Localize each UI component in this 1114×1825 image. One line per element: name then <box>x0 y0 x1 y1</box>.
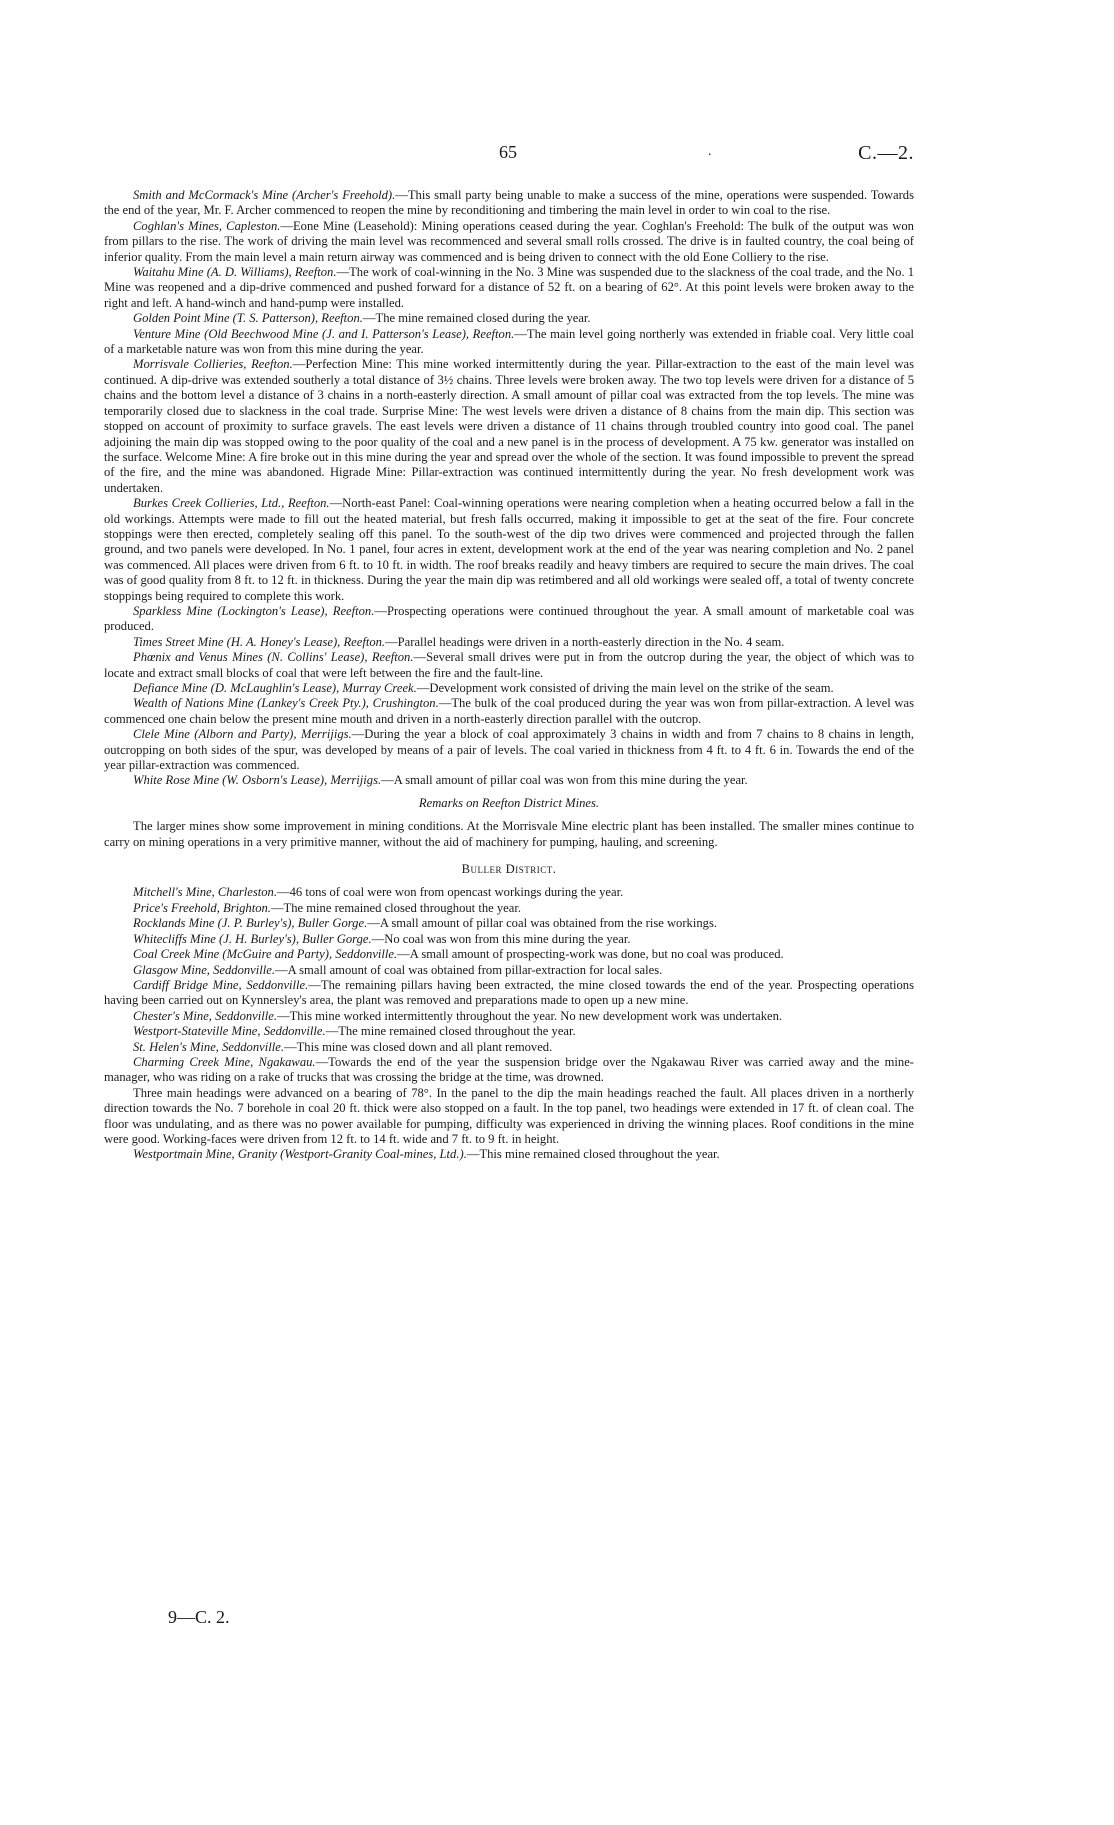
signature-mark: 9—C. 2. <box>168 1607 230 1627</box>
paragraph-text: —This mine remained closed throughout the year. <box>466 1147 720 1162</box>
remarks-paragraph: The larger mines show some improvement in mining conditions. At the Morrisvale Mine electric plant has been installed. The smaller mines continue to carry on mining operations in a very primitive manner, without the aid of machinery for pumping, hauling, and screening. <box>104 819 914 849</box>
paragraph-text: —Parallel headings were driven in a north-easterly direction in the No. 4 seam. <box>385 634 785 649</box>
paragraph <box>104 1024 914 1039</box>
paragraph-text: —The main level going northerly was extended in friable coal. Very little coal of a marketable nature was won from this mine during the year. <box>104 326 914 357</box>
paragraph <box>104 916 914 931</box>
paragraph <box>104 265 914 311</box>
paragraph-text: —The mine remained closed during the year. <box>362 311 591 326</box>
mine-name: Westport-Stateville Mine, Seddonville. <box>133 1024 326 1039</box>
buller-district-heading: Buller District. <box>461 862 557 877</box>
page-number: 65 <box>499 142 517 162</box>
paragraph <box>104 357 914 496</box>
mine-name: Smith and McCormack's Mine (Archer's Freehold). <box>133 188 396 202</box>
body-text <box>104 188 914 1163</box>
paragraph <box>104 650 914 681</box>
paragraph-text: —A small amount of pillar coal was won from this mine during the year. <box>381 773 748 788</box>
mine-name: Cardiff Bridge Mine, Seddonville. <box>133 977 309 992</box>
mine-name: Whitecliffs Mine (J. H. Burley's), Buller Gorge. <box>133 931 372 946</box>
mine-name: Mitchell's Mine, Charleston. <box>133 885 278 900</box>
mine-name: Morrisvale Collieries, Reefton. <box>133 357 293 372</box>
paragraph-text: —This small party being unable to make a success of the mine, operations were suspended. Towards the end of the year, Mr. F. Archer commenced to reopen the mine by reconditioning and timbering the main level in order to win coal to the rise. <box>104 188 914 218</box>
mine-name: Charming Creek Mine, Ngakawau. <box>133 1054 316 1069</box>
paragraph <box>104 1009 914 1024</box>
paragraph-text: —The mine remained closed throughout the year. <box>270 900 521 915</box>
paragraph-text: —Several small drives were put in from the outcrop during the year, the object of which was to locate and extract small blocks of coal that were left between the fire and the fault-line. <box>104 650 914 680</box>
paragraph <box>104 901 914 916</box>
paragraph-text: —The work of coal-winning in the No. 3 Mine was suspended due to the slackness of the coal trade, and the No. 1 Mine was reopened and a dip-drive commenced and pushed forward for a distance of 52 ft. on a bearing of 62°. At this point levels were broken away to the right and left. A hand-winch and hand-pump were installed. <box>104 265 914 310</box>
mine-name: Westportmain Mine, Granity (Westport-Granity Coal-mines, Ltd.). <box>133 1147 467 1162</box>
paragraph-text: Three main headings were advanced on a bearing of 78°. In the panel to the dip the main headings reached the fault. All places driven in a northerly direction towards the No. 7 borehole in coal 20 ft. thick were also stopped on a fault. In the top panel, two headings were extended in 17 ft. of clean coal. The floor was undulating, and as there was no power available for pumping, difficulty was experienced in driving the winning places. Roof conditions in the mine were good. Working-faces were driven from 12 ft. to 14 ft. wide and 7 ft. to 9 ft. in height. <box>104 1085 914 1146</box>
paragraph <box>104 188 914 219</box>
paragraph <box>104 932 914 947</box>
paragraph <box>104 963 914 978</box>
paragraph <box>104 773 914 788</box>
paragraph-text: —The mine remained closed throughout the year. <box>325 1024 576 1039</box>
mine-name: Coghlan's Mines, Capleston. <box>133 218 281 233</box>
paragraph-text: —A small amount of pillar coal was obtained from the rise workings. <box>367 916 717 931</box>
paragraph-text: —Prospecting operations were continued throughout the year. A small amount of marketable coal was produced. <box>104 603 914 634</box>
mine-name: Waitahu Mine (A. D. Williams), Reefton. <box>133 265 337 280</box>
remarks-heading: Remarks on Reefton District Mines. <box>418 795 600 810</box>
document-reference: C.—2. <box>858 142 914 164</box>
mine-name: Sparkless Mine (Lockington's Lease), Reefton. <box>133 603 375 618</box>
paragraph-text: —This mine worked intermittently throughout the year. No new development work was undertaken. <box>277 1008 783 1023</box>
mine-name: St. Helen's Mine, Seddonville. <box>133 1039 284 1054</box>
mine-name: Venture Mine (Old Beechwood Mine (J. and I. Patterson's Lease), Reefton. <box>133 326 515 341</box>
paragraph-text: —North-east Panel: Coal-winning operations were nearing completion when a heating occurred below a fall in the old workings. Attempts were made to fill out the heated material, but fresh falls occurred, making it impossible to get at the seat of the fire. Four concrete stoppings were then erected, completely sealing off this panel. To the south-west of the dip two drives were commenced and projected through the fallen ground, and two panels were developed. In No. 1 panel, four acres in extent, development work at the end of the year was nearing completion and No. 2 panel was commenced. All places were driven from 6 ft. to 10 ft. in width. The roof breaks readily and heavy timbers are required to secure the main drives. The coal was of good quality from 8 ft. to 12 ft. in thickness. During the year the main dip was retimbered and all old workings were sealed off, a total of twenty concrete stoppings being required to complete this work. <box>104 496 914 603</box>
paragraph <box>104 947 914 962</box>
paragraph <box>104 635 914 650</box>
page-header <box>104 142 914 162</box>
paragraph-text: —Development work consisted of driving the main level on the strike of the seam. <box>416 681 834 695</box>
paragraph <box>104 327 914 358</box>
mine-name: Price's Freehold, Brighton. <box>133 900 271 915</box>
paragraph <box>104 727 914 773</box>
paragraph-text: —The remaining pillars having been extracted, the mine closed towards the end of the year. Prospecting operations having been carried out on Kynnersley's area, the plant was removed and preparations made to open up a new mine. <box>104 977 914 1008</box>
paragraph <box>104 1147 914 1162</box>
mine-name: Defiance Mine (D. McLaughlin's Lease), Murray Creek. <box>133 681 417 695</box>
paragraph <box>104 696 914 727</box>
paragraph-text: —No coal was won from this mine during the year. <box>371 931 631 946</box>
mine-name: Chester's Mine, Seddonville. <box>133 1008 277 1023</box>
paragraph <box>104 496 914 604</box>
paragraph <box>104 219 914 265</box>
mine-name: Coal Creek Mine (McGuire and Party), Seddonville. <box>133 947 398 962</box>
paragraph <box>104 1055 914 1086</box>
paragraph-text: —This mine was closed down and all plant removed. <box>283 1039 553 1054</box>
mine-name: Rocklands Mine (J. P. Burley's), Buller Gorge. <box>133 916 368 931</box>
paragraph <box>104 681 914 696</box>
mine-name: Golden Point Mine (T. S. Patterson), Reefton. <box>133 311 363 326</box>
paragraph-text: —During the year a block of coal approximately 3 chains in width and from 7 chains to 8 chains in length, outcropping on both sides of the spur, was developed by means of a pair of levels. The coal varied in thickness from 4 ft. to 4 ft. 6 in. Towards the end of the year pillar-extraction was commenced. <box>104 727 914 773</box>
paragraph <box>104 1086 914 1148</box>
paragraph <box>104 978 914 1009</box>
paragraph-text: —The bulk of the coal produced during the year was won from pillar-extraction. A level was commenced one chain below the present mine mouth and driven in a north-easterly direction parallel with the outcrop. <box>104 696 914 726</box>
paragraph <box>104 604 914 635</box>
mine-name: Wealth of Nations Mine (Lankey's Creek Pty.), Crushington. <box>133 696 439 711</box>
paragraph <box>104 1040 914 1055</box>
paragraph-text: —Eone Mine (Leasehold): Mining operations ceased during the year. Coghlan's Freehold: The bulk of the output was won from pillars to the rise. The work of driving the main level was recommenced and several small rolls crossed. The drive is in faulted country, the coal being of inferior quality. From the main level a main return airway was commenced and is being driven to connect with the old Eone Colliery to the rise. <box>104 218 914 264</box>
mine-name: Times Street Mine (H. A. Honey's Lease), Reefton. <box>133 634 386 649</box>
mine-name: Burkes Creek Collieries, Ltd., Reefton. <box>133 496 330 511</box>
header-dot: . <box>708 144 712 159</box>
paragraph <box>104 885 914 900</box>
paragraph-text: —Towards the end of the year the suspension bridge over the Ngakawau River was carried away and the mine-manager, who was riding on a rake of trucks that was crossing the bridge at the time, was drowned. <box>104 1054 914 1085</box>
mine-name: White Rose Mine (W. Osborn's Lease), Merrijigs. <box>133 773 382 788</box>
mine-name: Glasgow Mine, Seddonville. <box>133 962 276 977</box>
paragraph-text: —46 tons of coal were won from opencast workings during the year. <box>277 885 624 900</box>
mine-name: Phœnix and Venus Mines (N. Collins' Lease), Reefton. <box>133 650 414 665</box>
paragraph-text: —A small amount of coal was obtained from pillar-extraction for local sales. <box>275 962 663 977</box>
paragraph-text: —A small amount of prospecting-work was done, but no coal was produced. <box>397 947 784 962</box>
paragraph-text: —Perfection Mine: This mine worked intermittently during the year. Pillar-extraction to the east of the main level was continued. A dip-drive was extended southerly a total distance of 3½ chains. Three levels were broken away. The two top levels were driven for a distance of 5 chains and the bottom level a distance of 3 chains in a north-easterly direction. A small amount of pillar coal was extracted from the top levels. The mine was temporarily closed due to slackness in the coal trade. Surprise Mine: The west levels were driven a distance of 8 chains from the main dip. This section was stopped on account of proximity to surface gravels. The east levels were driven a distance of 11 chains through troubled country into good coal. The panel adjoining the main dip was stopped owing to the poor quality of the coal and a new panel is in the process of development. A 75 kw. generator was installed on the surface. Welcome Mine: A fire broke out in this mine during the year and spread over the whole of the section. It was found impossible to prevent the spread of the fire, and the mine was abandoned. Higrade Mine: Pillar-extraction was continued intermittently during the year. No fresh development work was undertaken. <box>104 357 914 495</box>
mine-name: Clele Mine (Alborn and Party), Merrijigs. <box>133 727 352 742</box>
paragraph <box>104 311 914 326</box>
